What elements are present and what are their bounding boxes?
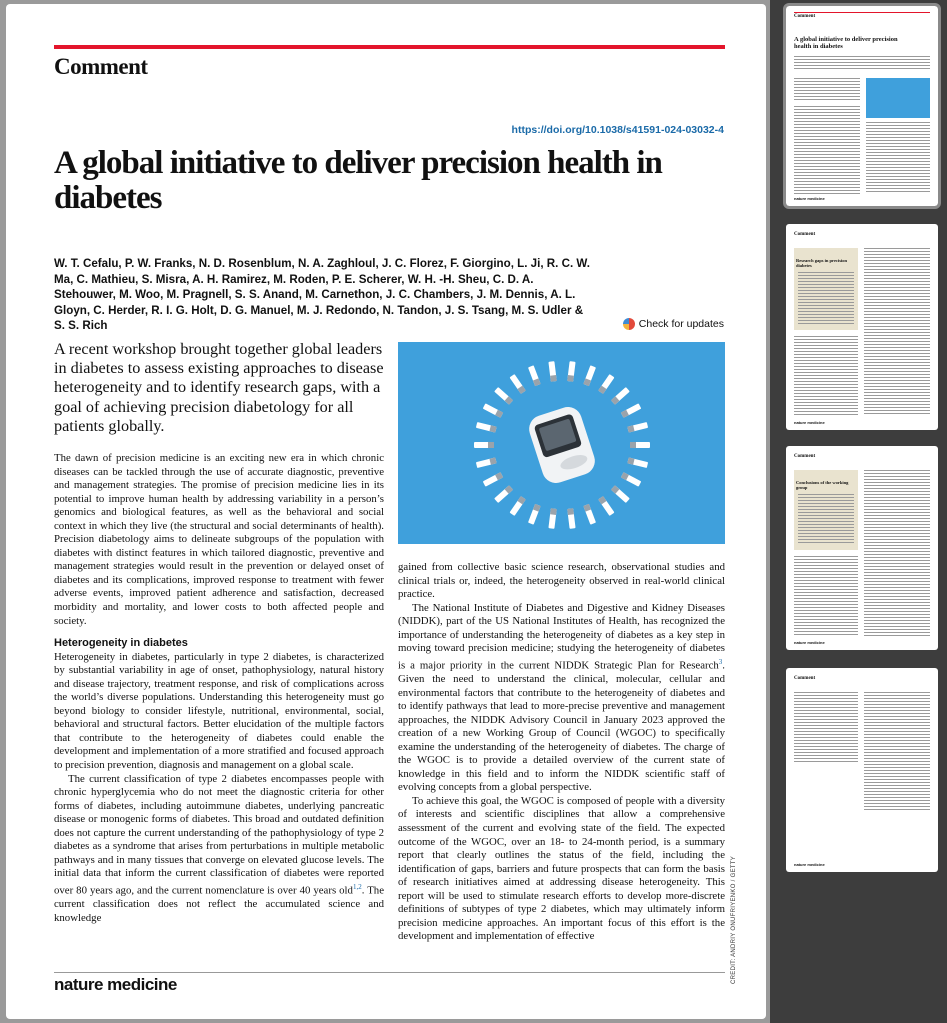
thumbnail-label: Comment bbox=[794, 676, 816, 681]
thumbnail-page-3[interactable] bbox=[786, 446, 938, 650]
reference-3[interactable]: 3 bbox=[718, 657, 723, 666]
test-strip-icon bbox=[528, 365, 541, 386]
right-paragraph-2-end: . Given the need to understand the clinical, molecular, cellular and environmental factors that contribute to the heterogeneity of diabetes and to identify pathways that lead to more-precise preventive and management approaches, the NIDDK Advisory Council in January 2023 approved the creation of a new Working Group of Council (WGOC) to specifically examine the understanding of the heterogeneity of diabetes. The charge of the WGOC is to provide a detailed overview of the current state of knowledge in this field and to inform the NIDDK scientific staff of evolving concepts from a global perspective. bbox=[398, 659, 725, 794]
test-strip-icon bbox=[567, 508, 575, 529]
thumbnail-label: Comment bbox=[794, 454, 816, 459]
test-strip-icon bbox=[476, 422, 497, 433]
test-strip-icon bbox=[474, 442, 494, 448]
check-updates-label: Check for updates bbox=[638, 318, 724, 330]
check-updates-button[interactable] bbox=[623, 318, 724, 330]
thumbnail-text-right bbox=[866, 122, 930, 194]
thumbnail-box-title: Research gaps in precision diabetes bbox=[796, 258, 847, 268]
section-paragraph-2-end: . The current classification does not reflect the accumulated science and knowledge bbox=[54, 884, 384, 924]
test-strip-icon bbox=[476, 457, 497, 468]
thumbnail-title: A global initiative to deliver precision health in diabetes bbox=[794, 36, 898, 50]
test-strip-icon bbox=[627, 422, 648, 433]
glucose-meter-icon bbox=[526, 403, 599, 486]
right-paragraph-3: To achieve this goal, the WGOC is composed of people with a diversity of interests and scientific disciplines that allow a comprehensive assessment of the current and evolving state of the field. The expected outcome of the WGOC, over an 18- to 24-month period, is a summary report that clearly outlines the status of the field, including the identification of gaps, barriers and future prospects that can form the basis of research initiatives aimed at addressing disease heterogeneity. This report will be used to stimulate research efforts to develop more-discrete definitions of subtypes of type 2 diabetes, which may ultimately inform precision medicine approaches. An important focus of this effort is the development and implementation of effective bbox=[398, 794, 725, 943]
test-strip-icon bbox=[494, 485, 513, 503]
journal-name: nature medicine bbox=[54, 975, 177, 994]
article-title: A global initiative to deliver precision health in diabetes bbox=[54, 145, 662, 216]
thumbnail-label: Comment bbox=[794, 14, 816, 19]
right-column bbox=[398, 561, 725, 944]
test-strip-icon bbox=[598, 374, 614, 394]
intro-paragraph: The dawn of precision medicine is an exciting new era in which chronic diseases can be tackled through the use of accurate diagnostic, preventive and management strategies. The promise of precision medicine lies in its potential to improve human health by addressing variability in a person’s genomics and biological features, as well as the behavioral and social context in which they live (the structural and social determinants of health). Precision diabetology aims to delineate subgroups of the population with diabetes with distinct features in which tailored diagnostic, preventive and management strategies would result in the prevention or delayed onset of diabetes and its complications, improved response to treatment with fewer adverse events, improved patient adherence and satisfaction, decreased morbidity and mortality, and lower costs to both affected people and society. bbox=[54, 452, 384, 627]
test-strip-icon bbox=[583, 504, 596, 525]
thumbnail-text-left bbox=[794, 556, 858, 636]
footer-rule bbox=[54, 972, 725, 973]
author-list: W. T. Cefalu, P. W. Franks, N. D. Rosenblum, N. A. Zaghloul, J. C. Florez, F. Giorgino, L. Ji, R. C. W. Ma, C. Mathieu, S. Misra, A. H. Ramirez, M. Roden, P. E. Scherer, W. H. -H. Sheu, C. D. A. Stehouwer, M. Woo, M. Pragnell, S. S. Anand, M. Carnethon, J. C. Chambers, J. M. Dennis, A. L. Gloyn, C. Herder, R. I. G. Holt, D. G. Manuel, M. J. Redondo, N. Tandon, J. S. Tsang, M. S. Udler & S. S. Rich bbox=[54, 257, 590, 333]
check-updates-icon bbox=[623, 318, 635, 330]
section-heading: Heterogeneity in diabetes bbox=[54, 637, 188, 650]
thumbnail-box-title: Conclusions of the working group bbox=[796, 480, 849, 490]
header-rule bbox=[54, 45, 725, 49]
test-strip-icon bbox=[611, 485, 630, 503]
thumbnail-photo bbox=[866, 78, 930, 118]
section-paragraph-1: Heterogeneity in diabetes, particularly in type 2 diabetes, is characterized by substantial variability in age of onset, pathophysiology, natural history and disease trajectory, treatment response, and risk of complications across the world’s diverse populations. Understanding this heterogeneity must go beyond biology to consider lifestyle, nutritional, environmental, social, behavioral and structural factors. Better elucidation of the multiple factors that contribute to the heterogeneity of diabetes could enable the development and implementation of a more stratified and focused approach to precision prevention, diagnosis and management on a global scale. bbox=[54, 650, 384, 772]
standfirst: A recent workshop brought together global leaders in diabetes to assess existing approaches to disease heterogeneity and to identify research gaps, with a goal of achieving precision diabetology for all patients globally. bbox=[54, 340, 384, 435]
thumbnail-page-1[interactable] bbox=[786, 6, 938, 206]
thumbnail-footer: nature medicine bbox=[794, 862, 825, 867]
thumbnail-footer: nature medicine bbox=[794, 640, 825, 645]
thumbnail-footer: nature medicine bbox=[794, 420, 825, 425]
thumbnail-page-2[interactable] bbox=[786, 224, 938, 430]
test-strip-icon bbox=[621, 472, 641, 487]
article-page bbox=[6, 4, 766, 1019]
left-column bbox=[54, 452, 384, 925]
right-paragraph-2-text: The National Institute of Diabetes and Digestive and Kidney Diseases (NIDDK), part of the US National Institutes of Health, has recognized the importance of understanding the heterogeneity of diabetes as a key step in moving toward precision medicine; studying the heterogeneity of diabetes is a major priority in the current NIDDK Strategic Plan for Research bbox=[398, 601, 725, 672]
thumbnail-text-right bbox=[864, 470, 930, 636]
thumbnail-page-4[interactable] bbox=[786, 668, 938, 872]
test-strip-icon bbox=[510, 374, 526, 394]
section-label: Comment bbox=[54, 54, 148, 79]
section-paragraph-2 bbox=[54, 773, 384, 926]
test-strip-icon bbox=[548, 508, 556, 529]
test-strip-icon bbox=[567, 361, 575, 382]
section-paragraph-2-text: The current classification of type 2 diabetes encompasses people with chronic hyperglycemia who do not meet the diagnostic criteria for other forms of diabetes, including autoimmune diabetes, underlying pancreatic disease or monogenic forms of diabetes. This broad and outdated definition does not capture the current understanding of the pathophysiology of type 2 diabetes as a syndrome that arises from perturbations in multiple metabolic pathways and in many tissues that converge on elevated glucose levels. The initial data that inform the current classification of diabetes were reported over 80 years ago, and the current nomenclature is over 40 years old bbox=[54, 772, 384, 897]
test-strip-icon bbox=[494, 387, 513, 405]
thumbnail-footer: nature medicine bbox=[794, 196, 825, 201]
glucose-meter-illustration bbox=[398, 342, 725, 544]
thumbnail-rule bbox=[794, 12, 930, 13]
thumbnail-box-lines bbox=[798, 494, 854, 544]
right-paragraph-2 bbox=[398, 602, 725, 795]
thumbnail-box-lines bbox=[798, 272, 854, 324]
test-strip-icon bbox=[598, 496, 614, 516]
page-thumbnail-strip bbox=[770, 0, 947, 1023]
thumbnail-standfirst bbox=[794, 78, 860, 102]
test-strip-icon bbox=[583, 365, 596, 386]
test-strip-icon bbox=[483, 472, 503, 487]
reference-1-2[interactable]: 1,2 bbox=[352, 882, 362, 891]
test-strip-icon bbox=[510, 496, 526, 516]
right-paragraph-1: gained from collective basic science research, observational studies and clinical trials or, indeed, the heterogeneity observed in real-world clinical practice. bbox=[398, 561, 725, 601]
test-strip-icon bbox=[528, 504, 541, 525]
test-strip-icon bbox=[630, 442, 650, 448]
article-photo bbox=[398, 342, 725, 544]
thumbnail-label: Comment bbox=[794, 232, 816, 237]
thumbnail-text-right bbox=[864, 248, 930, 416]
test-strip-icon bbox=[611, 387, 630, 405]
photo-credit: CREDIT: ANDRIY ONUFRIYENKO / GETTY bbox=[731, 855, 737, 984]
thumbnail-text-left bbox=[794, 692, 858, 762]
test-strip-icon bbox=[627, 457, 648, 468]
test-strip-icon bbox=[621, 403, 641, 418]
thumbnail-authors bbox=[794, 56, 930, 70]
thumbnail-text-left bbox=[794, 336, 858, 416]
thumbnail-text-right bbox=[864, 692, 930, 812]
test-strip-icon bbox=[548, 361, 556, 382]
thumbnail-text-left bbox=[794, 106, 860, 194]
doi-link[interactable]: https://doi.org/10.1038/s41591-024-03032-4 bbox=[511, 124, 724, 136]
test-strip-icon bbox=[483, 403, 503, 418]
